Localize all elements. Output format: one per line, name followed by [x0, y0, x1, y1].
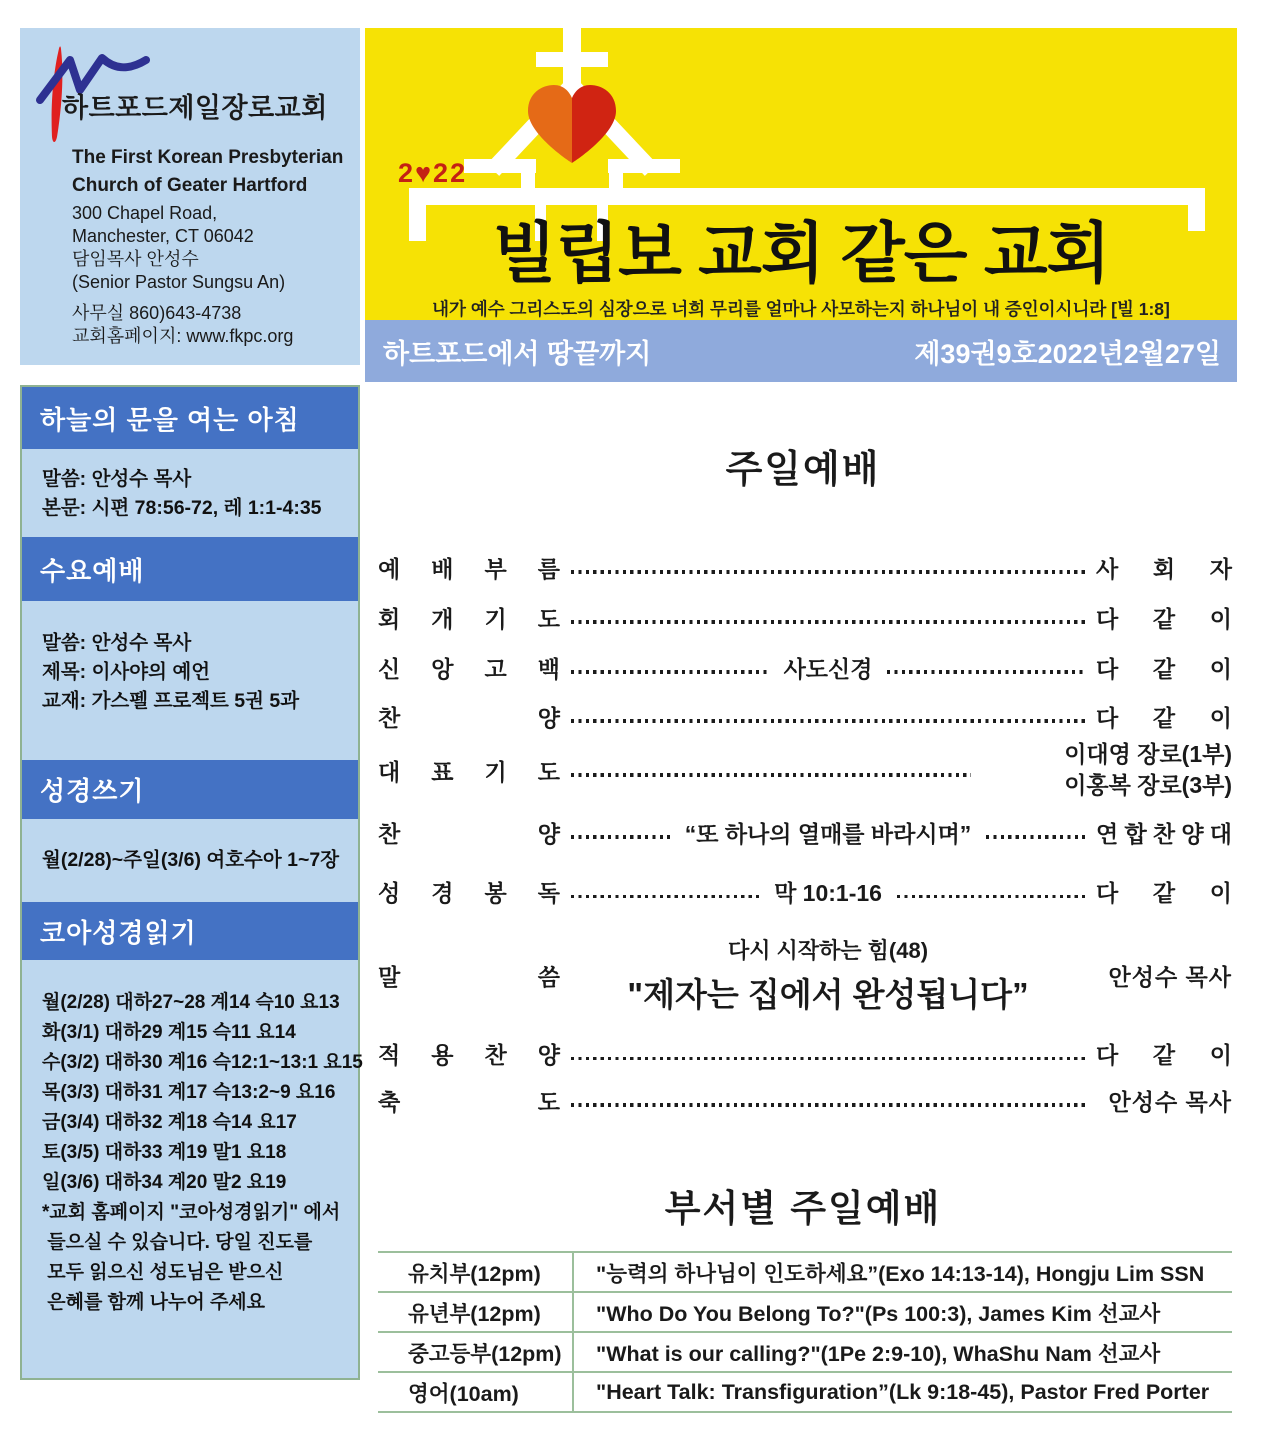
wednesday-speaker: 말씀: 안성수 목사: [42, 632, 192, 654]
worship-item-label: 신 앙 고 백: [378, 655, 560, 682]
homepage-url: 교회홈페이지: www.fkpc.org: [72, 326, 294, 346]
worship-row: [378, 1031, 1232, 1076]
morning-speaker: 말씀: 안성수 목사: [42, 468, 192, 490]
dotted-leader: [571, 620, 1085, 623]
department-name: 영어(10am): [378, 1373, 574, 1411]
dotted-leader: [887, 670, 1085, 673]
dotted-leader: [571, 835, 670, 838]
masthead-title: 빌립보 교회 같은 교회: [492, 216, 1110, 290]
worship-item-label: 찬 양: [378, 820, 560, 847]
worship-item-leader: 다 같 이: [1096, 605, 1232, 632]
dotted-leader: [571, 719, 1085, 722]
worship-item-label: 적 용 찬 양: [378, 1042, 560, 1068]
masthead: [365, 28, 1237, 320]
sunday-worship-title: 주일예배: [725, 449, 881, 491]
koa-note-line: 들으실 수 있습니다. 당일 진도를: [42, 1232, 313, 1253]
office-phone: 사무실 860)643-4738: [72, 303, 242, 323]
church-name-english: [72, 144, 343, 200]
worship-item-label: 말 씀: [378, 963, 560, 990]
koa-reading-line: 월(2/28) 대하27~28 계14 슥10 요13: [42, 992, 340, 1013]
sermon-title: "제자는 집에서 완성됩니다”: [627, 976, 1029, 1013]
koa-note-line: 모두 읽으신 성도님은 받으신: [42, 1262, 284, 1283]
church-name-english-line1: The First Korean Presbyterian: [72, 147, 344, 168]
dotted-leader: [571, 1057, 1085, 1060]
koa-reading-line: 일(3/6) 대하34 계20 말2 요19: [42, 1172, 287, 1193]
worship-row: [378, 642, 1232, 692]
section-header-wednesday: 수요예배: [22, 537, 358, 601]
pastor-korean: 담임목사 안성수: [72, 249, 199, 269]
worship-item-leader: [982, 739, 1232, 801]
dateline-bar: [365, 320, 1237, 382]
worship-item-leader: 다 같 이: [1096, 704, 1232, 731]
wednesday-material: 교재: 가스펠 프로젝트 5권 5과: [42, 690, 300, 712]
worship-item-label: 회 개 기 도: [378, 605, 560, 632]
section-koa-reading-content: [22, 960, 363, 1318]
worship-row: [378, 1076, 1232, 1124]
sidebar-sections: [20, 385, 363, 1380]
morning-passage: 본문: 시편 78:56-72, 레 1:1-4:35: [42, 497, 322, 519]
church-name-korean: 하트포드제일장로교회: [62, 93, 328, 123]
koa-reading-line: 금(3/4) 대하32 계18 슥14 요17: [42, 1112, 297, 1133]
table-row: [378, 1253, 1232, 1293]
department-sermon: "능력의 하나님이 인도하세요”(Exo 14:13-14), Hongju Lim SSN: [596, 1261, 1205, 1286]
sidebar-church-info: [20, 28, 360, 365]
koa-reading-line: 토(3/5) 대하33 계19 말1 요18: [42, 1142, 287, 1163]
department-name: 유년부(12pm): [378, 1293, 574, 1331]
worship-item-leader: 사 회 자: [1096, 555, 1232, 582]
koa-reading-line: 목(3/3) 대하31 계17 슥13:2~9 요16: [42, 1082, 336, 1103]
worship-item-label: 예 배 부 름: [378, 555, 560, 582]
worship-item-leader: 연 합 찬 양 대: [1096, 820, 1232, 847]
dotted-leader: [897, 895, 1085, 898]
church-name-english-line2: Church of Geater Hartford: [72, 175, 308, 196]
section-header-koa-reading: 코아성경읽기: [22, 902, 358, 960]
worship-item-label: 축 도: [378, 1088, 560, 1115]
sermon-block: [560, 934, 1096, 1016]
scripture-reference: 막 10:1-16: [774, 880, 882, 906]
koa-note-line: *교회 홈페이지 "코아성경읽기" 에서: [42, 1202, 341, 1223]
worship-row: [378, 542, 1232, 592]
worship-row: [378, 740, 1232, 800]
address-street: 300 Chapel Road,: [72, 203, 218, 223]
anthem-title: “또 하나의 열매를 바라시며”: [684, 820, 972, 847]
representative-prayer-2: 이홍복 장로(3부): [1064, 772, 1232, 798]
worship-row: [378, 800, 1232, 864]
department-name: 중고등부(12pm): [378, 1333, 574, 1371]
worship-item-label: 대 표 기 도: [378, 758, 560, 785]
worship-item-leader: 안성수 목사: [1108, 963, 1232, 990]
year-badge: 2♥22: [398, 158, 468, 188]
koa-reading-line: 화(3/1) 대하29 계15 슥11 요14: [42, 1022, 296, 1043]
pastor-english: (Senior Pastor Sungsu An): [72, 272, 286, 292]
dotted-leader: [571, 570, 1085, 573]
church-address: [72, 202, 285, 294]
table-row: [378, 1293, 1232, 1333]
department-services-title: 부서별 주일예배: [664, 1188, 942, 1229]
worship-row: [378, 864, 1232, 919]
dotted-leader: [571, 773, 971, 776]
dotted-leader: [571, 1103, 1085, 1106]
dotted-leader: [571, 895, 759, 898]
bible-writing-schedule: 월(2/28)~주일(3/6) 여호수아 1~7장: [42, 849, 340, 871]
dateline-issue: 제39권9호2022년2월27일: [914, 338, 1221, 369]
worship-item-label: 성 경 봉 독: [378, 880, 560, 906]
section-header-bible-writing: 성경쓰기: [22, 760, 358, 819]
worship-item-leader: 안성수 목사: [1108, 1088, 1232, 1115]
koa-note-line: 은혜를 함께 나누어 주세요: [42, 1292, 266, 1313]
department-services-table: [378, 1251, 1232, 1413]
section-morning-content: [22, 449, 358, 537]
dotted-leader: [986, 835, 1085, 838]
church-contact: [72, 302, 293, 348]
worship-item-leader: 다 같 이: [1096, 1042, 1232, 1068]
table-row: [378, 1373, 1232, 1413]
section-wednesday-content: [22, 601, 358, 760]
table-row: [378, 1333, 1232, 1373]
department-sermon: "What is our calling?"(1Pe 2:9-10), WhaShu Nam 선교사: [596, 1341, 1161, 1366]
worship-item-label: 찬 양: [378, 704, 560, 731]
dotted-leader: [571, 670, 769, 673]
department-sermon: "Who Do You Belong To?"(Ps 100:3), James Kim 선교사: [596, 1301, 1161, 1326]
representative-prayer-1: 이대영 장로(1부): [1064, 741, 1232, 767]
koa-reading-line: 수(3/2) 대하30 계16 슥12:1~13:1 요15: [42, 1052, 363, 1073]
worship-row-sermon: [378, 919, 1232, 1031]
department-sermon: "Heart Talk: Transfiguration”(Lk 9:18-45), Pastor Fred Porter: [596, 1379, 1210, 1404]
section-bible-writing-content: [22, 819, 358, 902]
sermon-series: 다시 시작하는 힘(48): [727, 938, 929, 963]
section-header-morning: 하늘의 문을 여는 아침: [22, 387, 358, 449]
worship-row: [378, 692, 1232, 740]
worship-item-leader: 다 같 이: [1096, 655, 1232, 682]
worship-order: [378, 542, 1232, 1124]
worship-item-leader: 다 같 이: [1096, 880, 1233, 906]
dateline-slogan: 하트포드에서 땅끝까지: [383, 338, 652, 369]
worship-item-detail: 사도신경: [783, 655, 873, 682]
masthead-verse: 내가 예수 그리스도의 심장으로 너희 무리를 얼마나 사모하는지 하나님이 내 증인이시니라 [빌 1:8]: [432, 299, 1170, 319]
address-city: Manchester, CT 06042: [72, 226, 254, 246]
worship-row: [378, 592, 1232, 642]
wednesday-topic: 제목: 이사야의 예언: [42, 661, 211, 683]
department-name: 유치부(12pm): [378, 1253, 574, 1291]
